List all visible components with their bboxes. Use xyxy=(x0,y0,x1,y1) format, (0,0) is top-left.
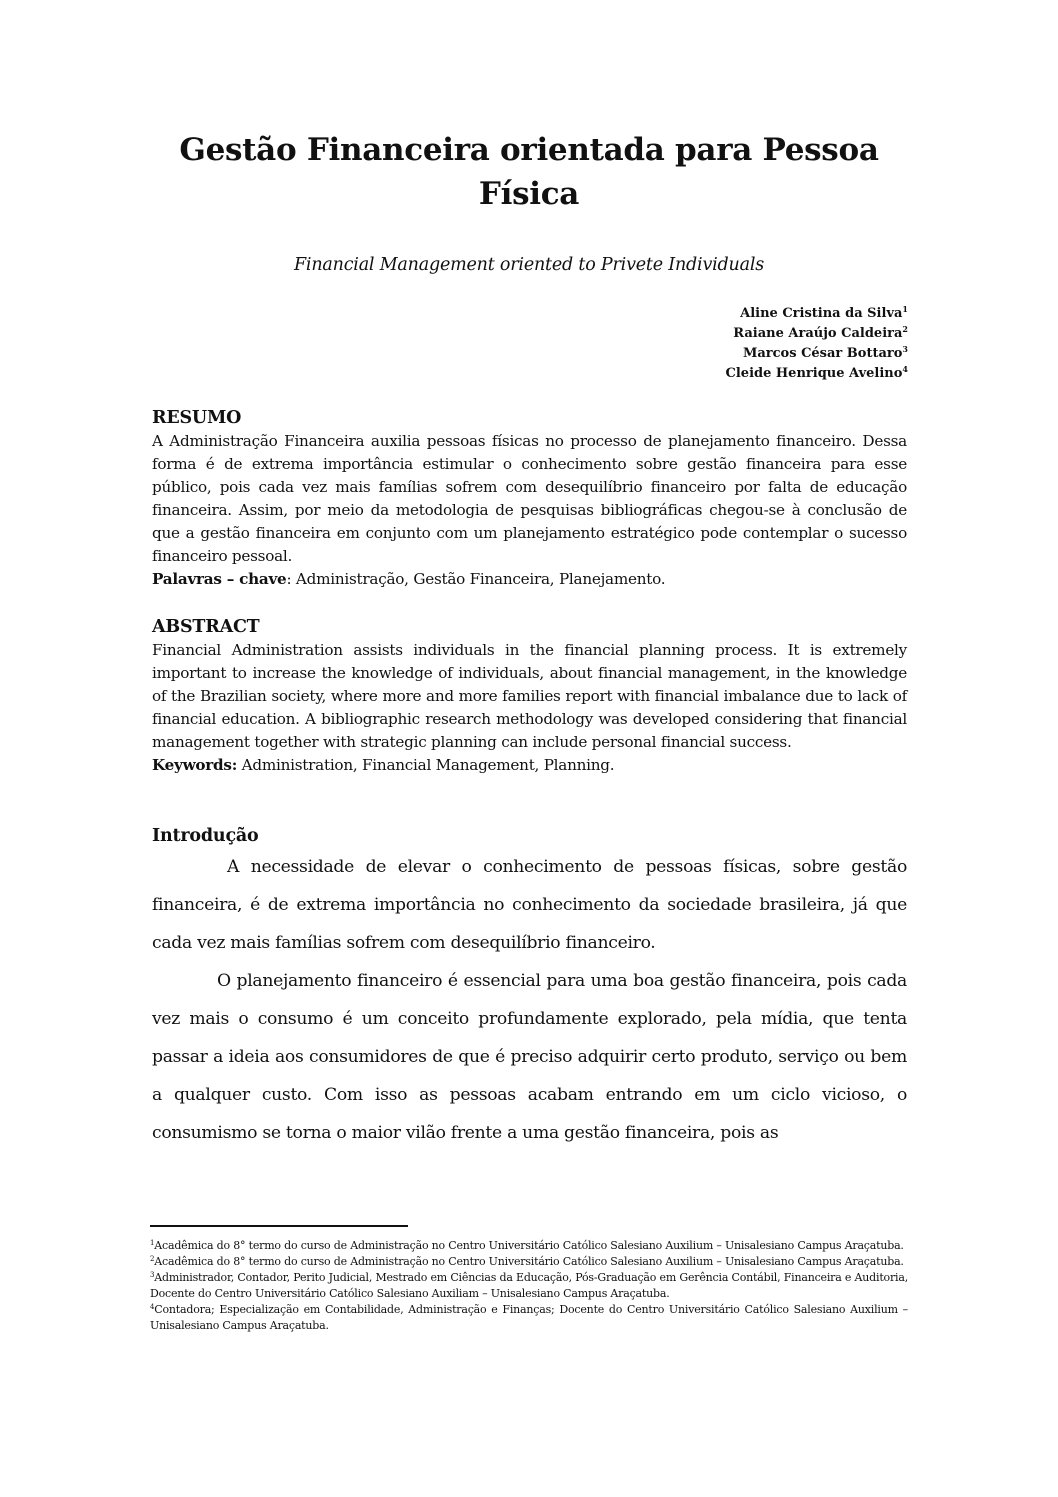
author-list xyxy=(408,304,908,384)
footnote-text: Acadêmica do 8° termo do curso de Administração no Centro Universitário Católico Salesiano Auxilium – Unisalesiano Campus Araçatuba. xyxy=(154,1239,904,1252)
introduction-section xyxy=(152,824,907,1152)
abstract-text: Financial Administration assists individuals in the financial planning process. It is extremely important to increase the knowledge of individuals, about financial management, in the knowledge of the Brazilian society, where more and more families report with financial imbalance due to lack of financial education. A bibliographic research methodology was developed considering that financial management together with strategic planning can include personal financial success. xyxy=(152,641,907,751)
introduction-paragraph: A necessidade de elevar o conhecimento de pessoas físicas, sobre gestão financeira, é de extrema importância no conhecimento da sociedade brasileira, já que cada vez mais famílias sofrem com desequilíbrio financeiro. xyxy=(152,857,907,953)
author-name: Aline Cristina da Silva xyxy=(740,306,903,321)
introduction-heading: Introdução xyxy=(152,826,259,846)
footnote-text: Contadora; Especialização em Contabilidade, Administração e Finanças; Docente do Centro Universitário Católico Salesiano Auxilium – Unisalesiano Campus Araçatuba. xyxy=(150,1303,908,1332)
author xyxy=(408,364,908,384)
abstract-heading: ABSTRACT xyxy=(152,617,260,637)
author xyxy=(408,324,908,344)
author-footnote-mark: 1 xyxy=(902,304,908,314)
footnotes xyxy=(150,1238,908,1334)
paper-subtitle: Financial Management oriented to Privete Individuals xyxy=(293,255,765,275)
footnote xyxy=(150,1254,908,1270)
paper-title: Gestão Financeira orientada para Pessoa Física xyxy=(179,132,879,212)
author-name: Raiane Araújo Caldeira xyxy=(733,326,903,341)
footnote-mark: 4 xyxy=(150,1303,155,1311)
author xyxy=(408,344,908,364)
keywords-values: : Administração, Gestão Financeira, Planejamento. xyxy=(286,570,666,588)
footnote-mark: 3 xyxy=(150,1271,155,1279)
author-footnote-mark: 2 xyxy=(902,324,908,334)
footnote xyxy=(150,1238,908,1254)
footnote-mark: 2 xyxy=(150,1255,155,1263)
keywords-values: Administration, Financial Management, Planning. xyxy=(237,756,615,774)
author-name: Marcos César Bottaro xyxy=(742,346,903,361)
resumo-text: A Administração Financeira auxilia pessoas físicas no processo de planejamento financeiro. Dessa forma é de extrema importância estimular o conhecimento sobre gestão financeira para esse público, pois cada vez mais famílias sofrem com desequilíbrio financeiro por falta de educação financeira. Assim, por meio da metodologia de pesquisas bibliográficas chegou-se à conclusão de que a gestão financeira em conjunto com um planejamento estratégico pode contemplar o sucesso financeiro pessoal. xyxy=(152,432,907,565)
introduction-paragraph: O planejamento financeiro é essencial para uma boa gestão financeira, pois cada vez mais o consumo é um conceito profundamente explorado, pela mídia, que tenta passar a ideia aos consumidores de que é preciso adquirir certo produto, serviço ou bem a qualquer custo. Com isso as pessoas acabam entrando em um ciclo vicioso, o consumismo se torna o maior vilão frente a uma gestão financeira, pois as xyxy=(152,971,907,1143)
footnote xyxy=(150,1302,908,1334)
resumo-section xyxy=(152,406,907,591)
footnote-mark: 1 xyxy=(150,1239,155,1247)
keywords-label: Palavras – chave xyxy=(152,570,287,588)
author xyxy=(408,304,908,324)
author-name: Cleide Henrique Avelino xyxy=(725,366,903,381)
resumo-heading: RESUMO xyxy=(152,408,242,428)
abstract-section xyxy=(152,615,907,777)
footnote-text: Acadêmica do 8° termo do curso de Administração no Centro Universitário Católico Salesiano Auxilium – Unisalesiano Campus Araçatuba. xyxy=(154,1255,904,1268)
author-footnote-mark: 4 xyxy=(902,364,908,374)
footnote xyxy=(150,1270,908,1302)
author-footnote-mark: 3 xyxy=(902,344,908,354)
footnote-text: Administrador, Contador, Perito Judicial, Mestrado em Ciências da Educação, Pós-Graduação em Gerência Contábil, Financeira e Auditoria, Docente do Centro Universitário Católico Salesiano Auxiliam – Unisalesiano Campus Araçatuba. xyxy=(150,1271,908,1300)
abstract-keywords xyxy=(152,754,907,777)
footnote-divider xyxy=(150,1225,408,1227)
keywords-label: Keywords: xyxy=(152,756,238,774)
resumo-keywords xyxy=(152,568,907,591)
